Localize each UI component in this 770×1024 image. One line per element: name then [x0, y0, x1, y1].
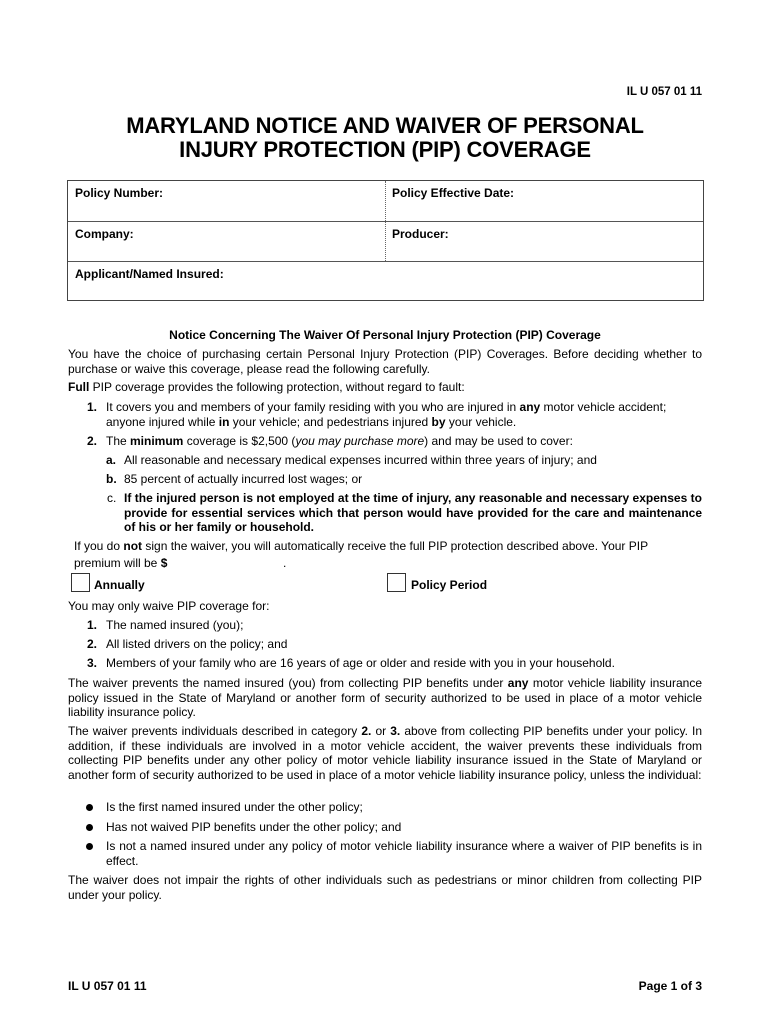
sub-a-label: a.	[106, 453, 117, 467]
waive-3-text: Members of your family who are 16 years of age or older and reside with you in your household.	[106, 656, 615, 670]
prevent1-a: The waiver prevents the named insured (you) from collecting PIP benefits under	[68, 676, 508, 690]
premium-label: premium will be	[74, 556, 161, 570]
row-divider	[68, 221, 703, 222]
item-2-italic: you may purchase more	[295, 434, 425, 448]
applicant-named-insured-field[interactable]: Applicant/Named Insured:	[75, 267, 224, 281]
premium-line	[74, 556, 167, 570]
item-2-number: 2.	[87, 434, 98, 448]
title-line-1: MARYLAND NOTICE AND WAIVER OF PERSONAL	[126, 113, 644, 138]
prevent2-a: The waiver prevents individuals described in category	[68, 724, 362, 738]
form-code-top: IL U 057 01 11	[626, 86, 702, 98]
bullet-1-text: Is the first named insured under the other policy;	[106, 800, 363, 814]
not-sign-b: sign the waiver, you will automatically receive the full PIP protection described above. Your PIP	[142, 539, 649, 553]
waive-1-number: 1.	[87, 618, 98, 632]
item-1-in: in	[218, 414, 230, 429]
intro-paragraph: You have the choice of purchasing certain Personal Injury Protection (PIP) Coverages. Before deciding whether to purchase or waive this coverage, please read the following carefully.	[68, 347, 702, 376]
bullet-icon	[86, 804, 93, 811]
prevent2-cat-3: 3.	[390, 724, 401, 738]
not-sign-line	[74, 539, 704, 554]
policy-number-field[interactable]: Policy Number:	[75, 186, 164, 200]
item-2-text	[106, 434, 702, 449]
prevent1-b: motor vehicle liability insurance policy issued in the State of Maryland or another form of security authorized to be used in place of a motor vehicle liability insurance policy.	[68, 676, 702, 720]
page-title	[0, 114, 770, 162]
bullet-2-text: Has not waived PIP benefits under the other policy; and	[106, 820, 402, 834]
closing-paragraph: The waiver does not impair the rights of other individuals such as pedestrians or minor children from collecting PIP under your policy.	[68, 873, 702, 902]
bullet-icon	[86, 824, 93, 831]
not-sign-not: not	[123, 539, 143, 553]
bullet-3-text: Is not a named insured under any policy of motor vehicle liability insurance where a waiver of PIP benefits is in effect.	[106, 839, 702, 868]
item-1-text-b: motor vehicle accident; anyone injured while	[106, 400, 667, 429]
premium-dollar: $	[160, 556, 168, 570]
annually-checkbox[interactable]	[71, 573, 90, 592]
waive-3-number: 3.	[87, 656, 98, 670]
producer-field[interactable]: Producer:	[392, 227, 449, 241]
policy-period-checkbox[interactable]	[387, 573, 406, 592]
item-2-text-a: The	[106, 434, 131, 448]
item-2-minimum: minimum	[130, 434, 184, 448]
sub-a-text: All reasonable and necessary medical expenses incurred within three years of injury; and	[124, 453, 597, 467]
bullet-icon	[86, 843, 93, 850]
prevent2-cat-2: 2.	[361, 724, 372, 738]
prevent2-or: or	[371, 724, 391, 738]
waive-1-text: The named insured (you);	[106, 618, 244, 632]
waive-2-text: All listed drivers on the policy; and	[106, 637, 288, 651]
sub-c-text: If the injured person is not employed at the time of injury, any reasonable and necessary expenses to provide for essential services which that person would have provided for the care and maintenance of his or her family or household.	[124, 491, 702, 535]
annually-label: Annually	[94, 578, 145, 592]
policy-info-box	[67, 180, 704, 301]
notice-heading: Notice Concerning The Waiver Of Personal Injury Protection (PIP) Coverage	[169, 328, 601, 342]
item-1-number: 1.	[87, 400, 98, 414]
item-1-text-c: your vehicle; and pedestrians injured	[229, 414, 432, 429]
policy-effective-date-field[interactable]: Policy Effective Date:	[392, 186, 515, 200]
sub-b-text: 85 percent of actually incurred lost wages; or	[124, 472, 363, 486]
full-rest: PIP coverage provides the following protection, without regard to fault:	[89, 380, 465, 394]
not-sign-a: If you do	[74, 539, 124, 553]
company-field[interactable]: Company:	[75, 227, 134, 241]
item-1-text	[106, 400, 702, 429]
page-number: Page 1 of 3	[638, 979, 702, 993]
sub-b-label: b.	[106, 472, 117, 486]
prevent1-any: any	[507, 676, 529, 690]
item-2-text-b: coverage is $2,500 (	[183, 434, 296, 448]
full-label: Full	[68, 380, 90, 394]
item-1-text-d: your vehicle.	[445, 414, 517, 429]
row-divider	[68, 261, 703, 262]
full-coverage-line	[68, 380, 702, 395]
prevent2-b: above from collecting PIP benefits under your policy. In addition, if these individuals are involved in a motor vehicle accident, the waiver prevents these individuals from collecting PIP benefits under any other policy of motor vehicle liability insurance issued in the State of Maryland or another form of security authorized to be used in place of a motor vehicle liability insurance policy, unless the individual:	[68, 724, 702, 782]
item-1-by: by	[431, 414, 446, 429]
policy-period-label: Policy Period	[411, 578, 488, 592]
item-1-text-a: It covers you and members of your family residing with you who are injured in	[106, 400, 520, 414]
footer-form-code: IL U 057 01 11	[68, 979, 147, 993]
item-1-any: any	[519, 400, 541, 414]
waive-2-number: 2.	[87, 637, 98, 651]
title-line-2: INJURY PROTECTION (PIP) COVERAGE	[179, 137, 591, 162]
prevents-paragraph-1	[68, 676, 702, 720]
prevents-paragraph-2	[68, 724, 702, 782]
waive-intro: You may only waive PIP coverage for:	[68, 599, 270, 613]
sub-c-label: c.	[107, 491, 117, 505]
item-2-text-c: ) and may be used to cover:	[424, 434, 573, 448]
premium-end: .	[283, 556, 287, 570]
